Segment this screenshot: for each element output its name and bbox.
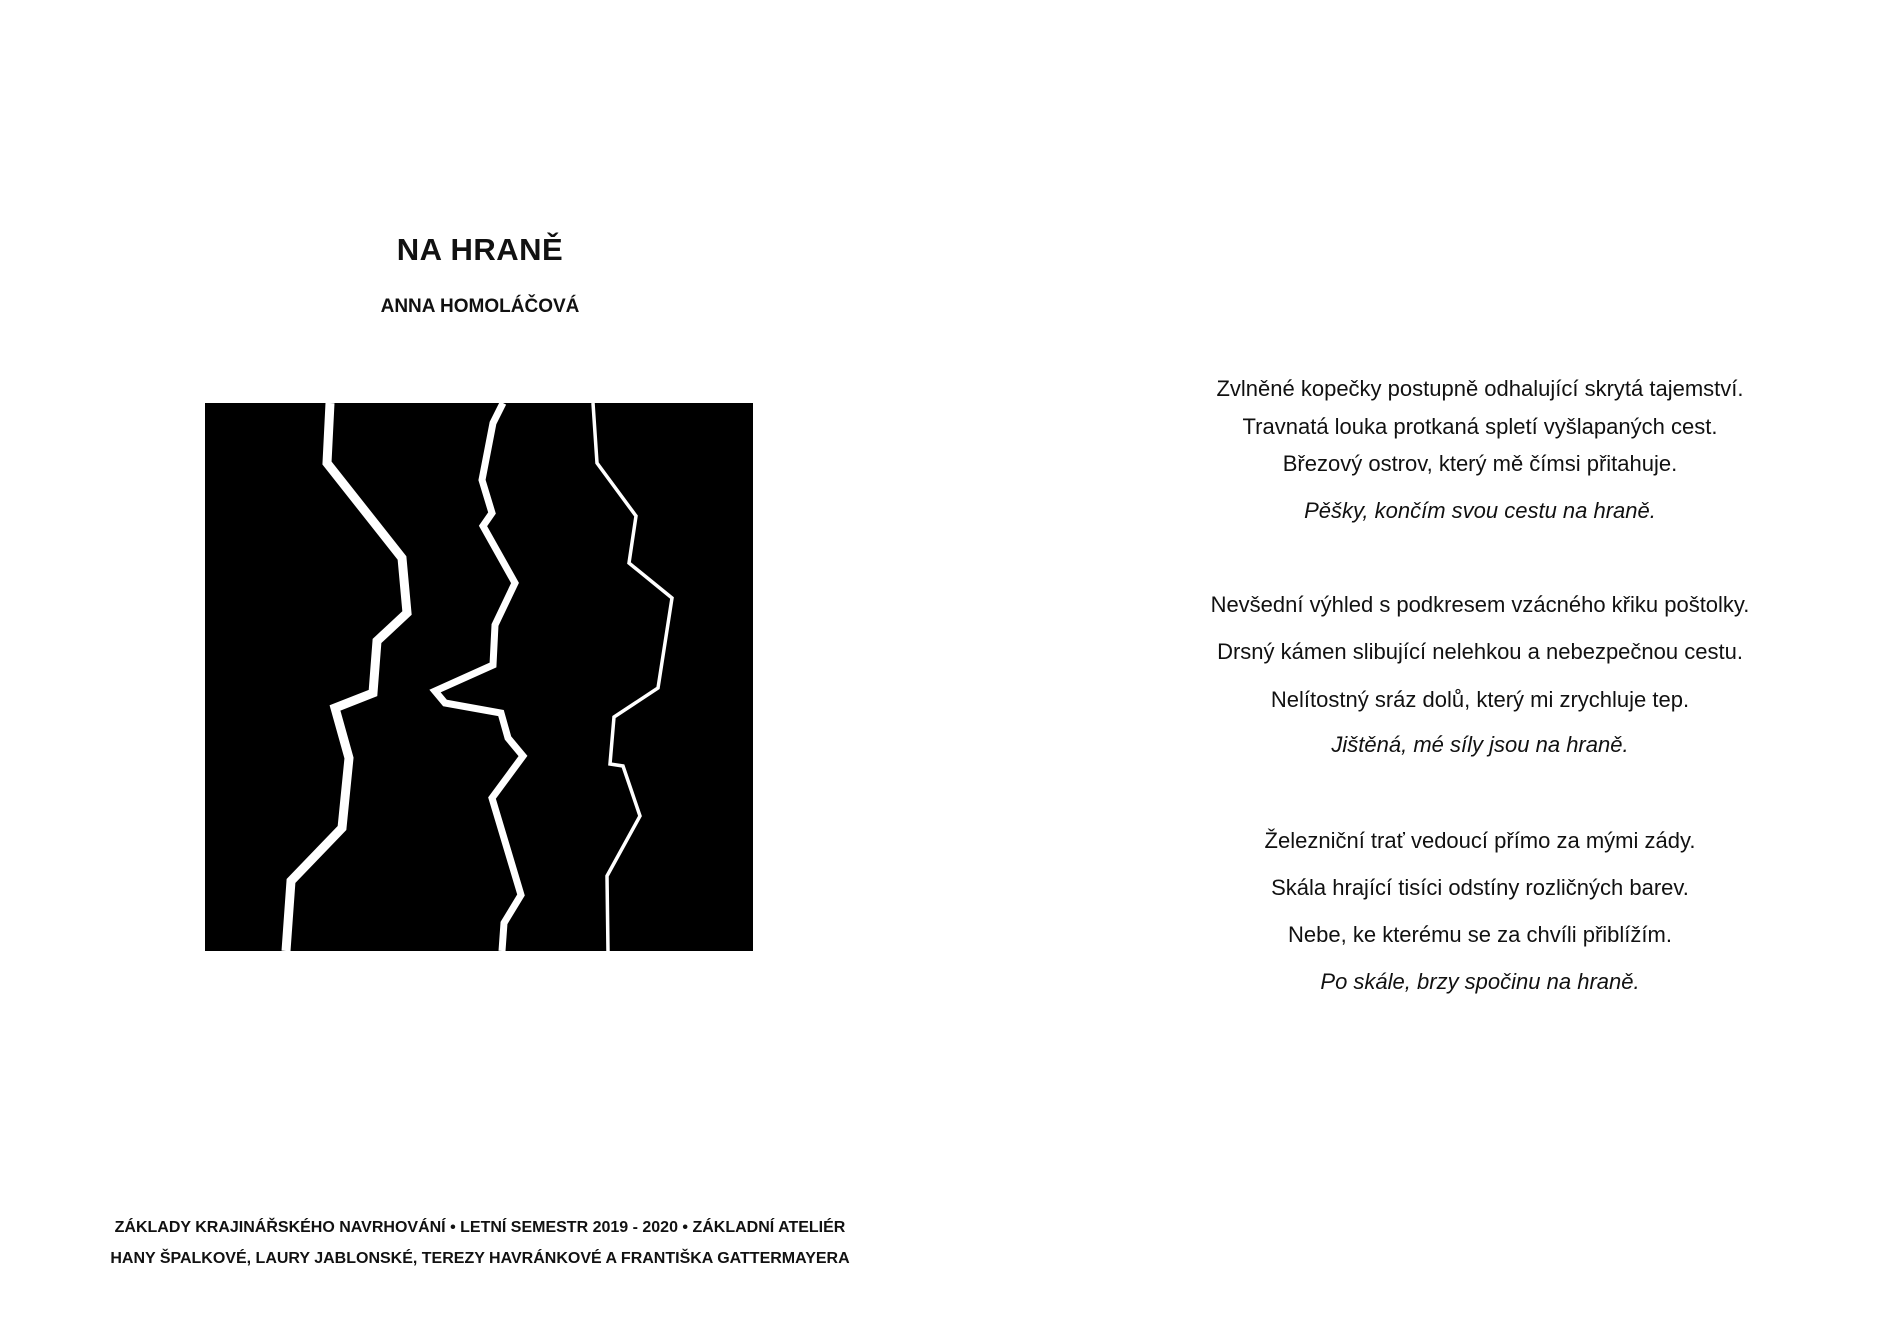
verse-line: Nebe, ke kterému se za chvíli přiblížím.: [1288, 922, 1672, 947]
verse-line: Drsný kámen slibující nelehkou a nebezpečnou cestu.: [1217, 639, 1743, 664]
verse-line: Nelítostný sráz dolů, který mi zrychluje tep.: [1270, 687, 1690, 712]
poem-title: NA HRANĚ: [396, 232, 564, 267]
verse-line: Skála hrající tisíci odstíny rozličných barev.: [1271, 875, 1689, 900]
course-footer: [60, 1212, 900, 1274]
verse-refrain: Pěšky, končím svou cestu na hraně.: [1304, 498, 1656, 523]
artwork-background: [205, 403, 753, 951]
verse-refrain: Po skále, brzy spočinu na hraně.: [1320, 969, 1640, 994]
verse-line: Železniční trať vedoucí přímo za mými zády.: [1264, 828, 1696, 853]
footer-course-line: ZÁKLADY KRAJINÁŘSKÉHO NAVRHOVÁNÍ • LETNÍ SEMESTR 2019 - 2020 • ZÁKLADNÍ ATELIÉR: [114, 1219, 846, 1236]
verse-line: Nevšední výhled s podkresem vzácného křiku poštolky.: [1210, 592, 1750, 617]
footer-studio-line: HANY ŠPALKOVÉ, LAURY JABLONSKÉ, TEREZY HAVRÁNKOVÉ A FRANTIŠKA GATTERMAYERA: [110, 1250, 850, 1267]
abstract-artwork: [205, 403, 753, 951]
verse-line: Zvlněné kopečky postupně odhalující skrytá tajemství.: [1216, 376, 1744, 401]
verse-line: Travnatá louka protkaná spletí vyšlapaných cest.: [1242, 414, 1718, 439]
verse-refrain: Jištěná, mé síly jsou na hraně.: [1331, 732, 1629, 757]
author-name: ANNA HOMOLÁČOVÁ: [380, 296, 580, 317]
verse-line: Březový ostrov, který mě čímsi přitahuje.: [1282, 451, 1678, 476]
